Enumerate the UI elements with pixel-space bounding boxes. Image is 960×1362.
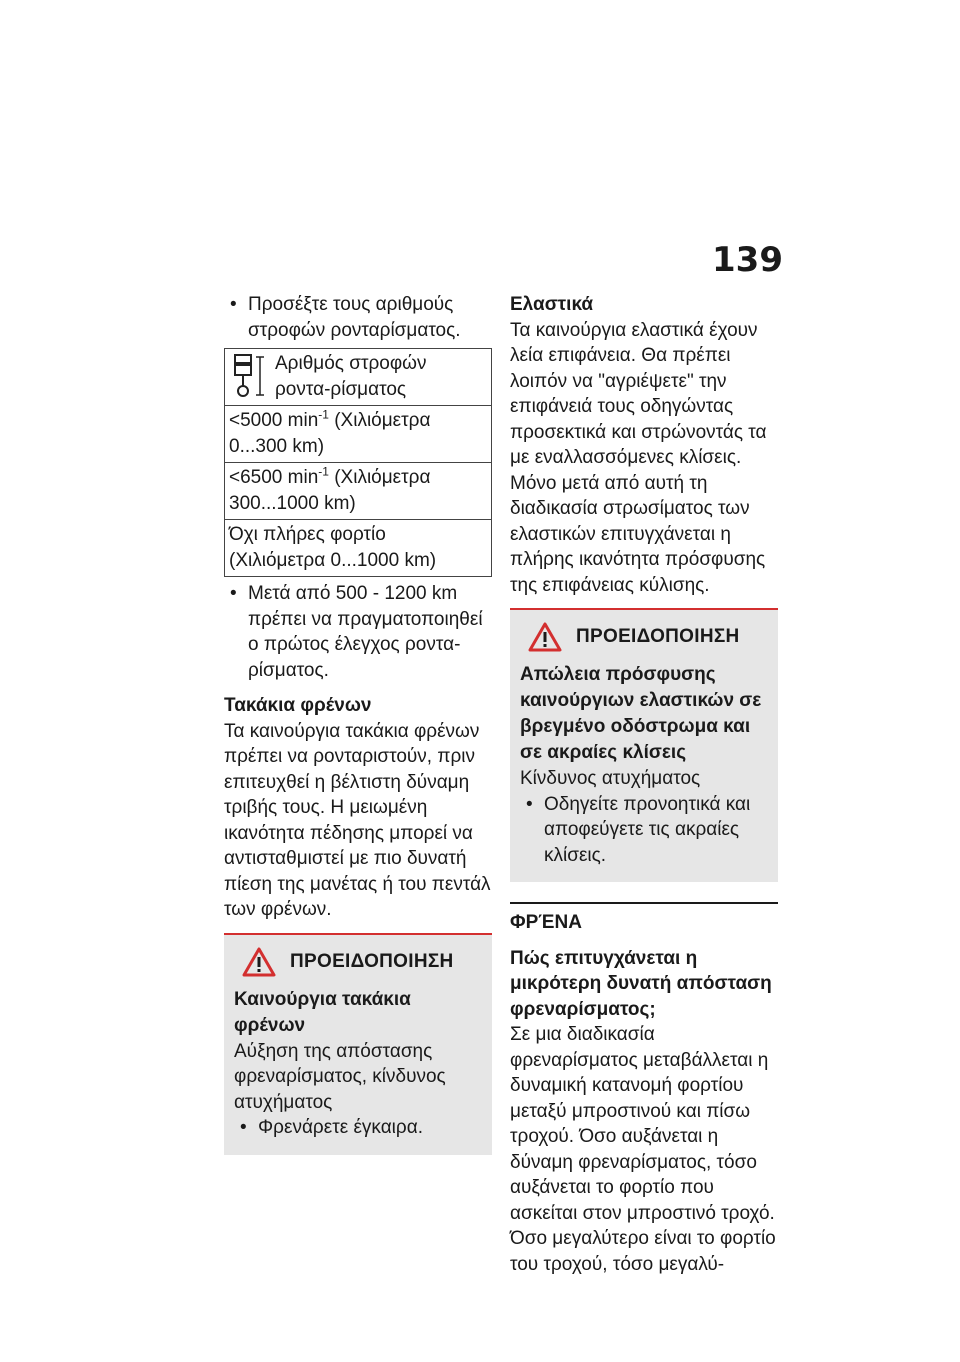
warning-text: Αύξηση της απόστασης φρεναρίσματος, κίνδυνος ατυχήματος: [234, 1040, 446, 1113]
paragraph: Σε μια διαδικασία φρεναρίσματος μεταβάλλεται η δυναμική κατανομή φορτίου μεταξύ μπροστινού και πίσω τροχού. Όσο αυξάνεται η δύναμη φρεναρίσματος, τόσο αυξάνεται το φορτίο που ασκείται στον μπροστινό τροχό. Όσο μεγαλύτερο είναι το φορτίο του τροχού, τόσο μεγαλύ-: [510, 1024, 776, 1275]
piston-rpm-icon: [229, 353, 269, 399]
bullet-item: • Προσέξτε τους αριθμούς στροφών ρονταρίσματος.: [224, 292, 492, 343]
section-divider: [510, 902, 778, 936]
warning-heading: Απώλεια πρόσφυσης καινούργιων ελαστικών σε βρεγμένο οδόστρωμα και σε ακραίες κλίσεις: [520, 664, 762, 763]
paragraph: Τα καινούργια τακάκια φρένων πρέπει να ρονταριστούν, πριν επιτευχθεί η βέλτιστη δύναμη τριβής τους. Η μειωμένη ικανότητα πέδησης μπορεί να αντισταθμιστεί με πιο δυνατή πίεση της μανέτας ή του πεντάλ των φρένων.: [224, 720, 491, 920]
warning-triangle-icon: [528, 622, 562, 652]
section-title: ΦΡΈΝΑ: [510, 912, 582, 933]
right-column: [510, 292, 778, 1277]
warning-box: [510, 608, 778, 882]
rpm-table-header: [225, 349, 492, 406]
section-heading: Ελαστικά: [510, 294, 594, 315]
left-column: [224, 292, 492, 1155]
warning-label: ΠΡΟΕΙΔΟΠΟΙΗΣΗ: [576, 626, 740, 647]
warning-heading: Καινούργια τακάκια φρένων: [234, 988, 411, 1036]
warning-box: [224, 933, 492, 1155]
warning-bullet: • Οδηγείτε προνοητικά και αποφεύγετε τις ακραίες κλίσεις.: [520, 792, 768, 869]
rpm-table-row: Όχι πλήρες φορτίο (Χιλιόμετρα 0...1000 km): [225, 520, 492, 577]
paragraph: Τα καινούργια ελαστικά έχουν λεία επιφάνεια. Θα πρέπει λοιπόν να "αγριέψετε" την επιφάνειά τους οδηγώντας προσεκτικά και στρώνοντάς τα με εναλλασσόμενες κλίσεις. Μόνο μετά από αυτή τη διαδικασία στρωσίματος των ελαστικών επιτυγχάνεται η πλήρης ικανότητα πρόσφυσης της επιφάνειας κύλισης.: [510, 319, 767, 596]
rpm-table-row: <5000 $\min^{-1} (X\iota\lambda\iota ό\mu\varepsilon\tau\rho\alpha$ 0...300 km): [225, 406, 492, 463]
page-number: 139: [712, 240, 783, 280]
rpm-table-header-label: Αριθμός στροφών ροντα-ρίσματος: [275, 353, 427, 400]
rpm-table-row: <6500 $\min^{-1} (X\iota\lambda\iota ό\mu\varepsilon\tau\rho\alpha$ 300...1000 km): [225, 463, 492, 520]
question-heading: Πώς επιτυγχάνεται η μικρότερη δυνατή απόσταση φρεναρίσματος;: [510, 947, 772, 1020]
section-heading: Τακάκια φρένων: [224, 695, 372, 716]
warning-triangle-icon: [242, 947, 276, 977]
rpm-table: [224, 348, 492, 577]
warning-text: Κίνδυνος ατυχήματος: [520, 768, 701, 789]
warning-label: ΠΡΟΕΙΔΟΠΟΙΗΣΗ: [290, 950, 454, 972]
warning-bullet: • Φρενάρετε έγκαιρα.: [234, 1115, 482, 1141]
bullet-item: • Μετά από 500 - 1200 km πρέπει να πραγματοποιηθεί ο πρώτος έλεγχος ρονταρίσματος.: [224, 581, 492, 683]
